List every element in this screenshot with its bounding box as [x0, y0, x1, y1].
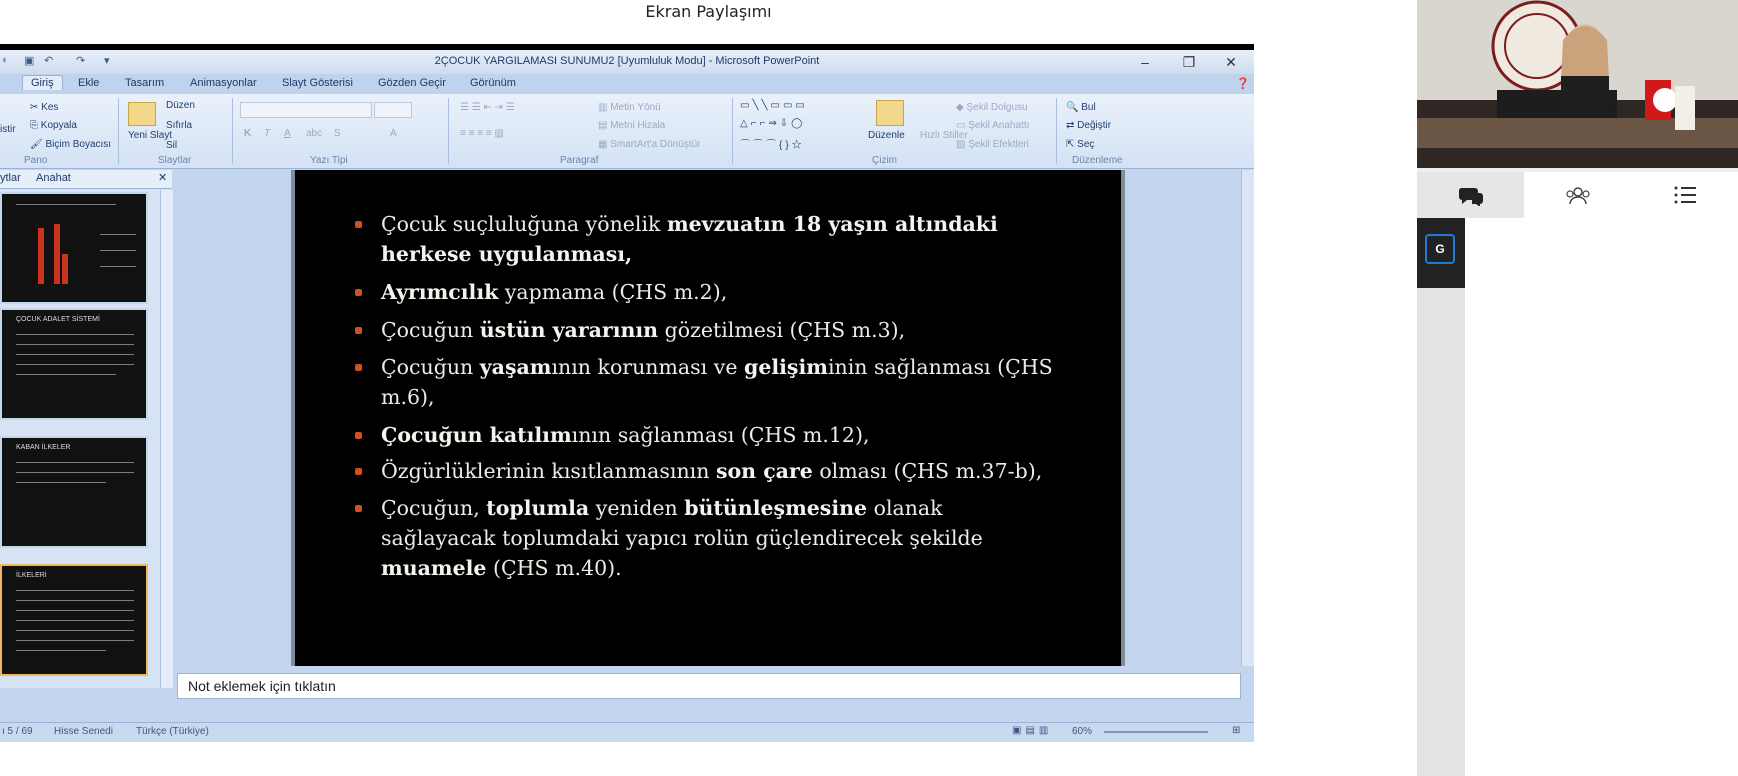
thumb-bar	[38, 228, 44, 284]
pane-tabs	[0, 170, 172, 189]
brush-icon: 🖌	[30, 139, 46, 150]
clipboard-group-label: Pano	[24, 155, 48, 166]
slide-bullet-line	[381, 314, 905, 347]
select-icon: ⇱	[1066, 139, 1078, 150]
text-segment: Çocuk suçluluğuna yönelik	[381, 212, 667, 236]
layout-button[interactable]: Düzen	[166, 100, 195, 111]
bullet-marker-icon	[355, 505, 362, 512]
bold-text-segment: toplumla	[486, 496, 590, 520]
text-segment: Çocuğun	[381, 355, 480, 379]
thumb-text-line	[100, 250, 136, 251]
align-icon[interactable]: ≡ ≡ ≡ ≡ ▥	[460, 128, 504, 139]
copy-button[interactable]	[30, 120, 77, 131]
slide-bullet-line	[381, 238, 632, 271]
bold-text-segment: Çocuğun katılım	[381, 423, 572, 447]
thumb-text-line	[100, 234, 136, 235]
theme-name: Hisse Senedi	[54, 726, 113, 737]
cut-icon: ✂	[30, 102, 42, 113]
thumb-bar	[54, 224, 60, 284]
text-segment: olanak	[867, 496, 943, 520]
thumb-text-line	[16, 354, 134, 355]
office-button-icon[interactable]: ◐	[2, 54, 9, 66]
bold-icon[interactable]: K	[244, 128, 252, 139]
slides-group-label: Slaytlar	[158, 155, 192, 166]
bold-text-segment: mevzuatın 18 yaşın altındaki	[666, 212, 998, 236]
list-icon	[1672, 184, 1698, 206]
notes-field[interactable]: Not eklemek için tıklatın	[177, 673, 1241, 699]
text-segment: inin sağlanması (ÇHS	[827, 355, 1053, 379]
delete-slide-button[interactable]: Sil	[166, 140, 178, 151]
bullet-marker-icon	[355, 468, 362, 475]
shape-outline-button[interactable]: ▭ Şekil Anahattı	[956, 120, 1030, 131]
speaker-video[interactable]	[1417, 0, 1738, 168]
slide-bullet-line	[381, 351, 1053, 384]
new-slide-icon[interactable]	[128, 102, 156, 126]
strikethrough-icon[interactable]: abc	[306, 128, 323, 139]
bullet-marker-icon	[355, 432, 362, 439]
copy-icon: ⎘	[30, 120, 41, 131]
current-slide[interactable]	[291, 170, 1125, 666]
thumb-text-line	[16, 630, 134, 631]
bold-text-segment: gelişim	[743, 355, 828, 379]
reset-button[interactable]: Sıfırla	[166, 120, 193, 131]
thumb-text-line	[16, 334, 134, 335]
save-icon[interactable]: ▣	[24, 55, 35, 67]
paste-button[interactable]: istir	[0, 124, 16, 135]
ribbon	[0, 94, 1254, 169]
shape-effects-button[interactable]: ▧ Şekil Efektleri	[956, 139, 1029, 150]
thumb-bar	[62, 254, 68, 284]
replace-icon: ⇄	[1066, 120, 1078, 131]
bullet-marker-icon	[355, 221, 362, 228]
thumb-text-line	[16, 482, 106, 483]
slide-thumbnail[interactable]	[0, 436, 148, 548]
slide-bullet-line	[381, 492, 943, 525]
copy-label: Kopyala	[40, 120, 77, 131]
undo-icon[interactable]: ↶	[44, 55, 54, 67]
smartart-icon[interactable]: ▦ SmartArt'a Dönüştür	[598, 139, 701, 150]
thumb-text-line	[16, 590, 134, 591]
zoom-slider[interactable]	[1104, 731, 1208, 733]
bullet-marker-icon	[355, 327, 362, 334]
thumb-text-line	[16, 620, 134, 621]
underline-icon[interactable]: A	[284, 128, 291, 139]
slide-scrollbar[interactable]	[1241, 170, 1254, 666]
slide-bullet-line	[381, 522, 983, 555]
format-painter-label: Biçim Boyacısı	[45, 139, 112, 150]
bold-text-segment: Ayrımcılık	[381, 280, 499, 304]
participant-tile[interactable]	[1417, 218, 1465, 288]
ribbon-tabs	[0, 74, 1254, 94]
thumb-text-line	[16, 462, 134, 463]
arrange-icon[interactable]	[876, 100, 904, 126]
text-segment: Çocuğun,	[381, 496, 487, 520]
participant-strip	[1417, 218, 1465, 776]
font-size-input[interactable]	[374, 102, 412, 118]
font-name-input[interactable]	[240, 102, 372, 118]
thumb-text-line	[16, 610, 134, 611]
meeting-sidebar	[1417, 0, 1738, 776]
zoom-level: 60%	[1072, 726, 1093, 737]
view-buttons[interactable]: ▣▤▥	[1012, 725, 1053, 736]
replace-label: Değiştir	[1077, 120, 1112, 131]
slide-thumbnail-selected[interactable]	[0, 564, 148, 676]
text-segment: gözetilmesi (ÇHS m.3),	[658, 318, 906, 342]
slides-pane	[0, 170, 172, 688]
tab-slideshow[interactable]: Slayt Gösterisi	[282, 77, 353, 89]
text-segment: ının sağlanması (ÇHS m.12),	[571, 423, 870, 447]
text-segment: ının korunması ve	[551, 355, 744, 379]
thumb-title: İLKELERİ	[16, 572, 47, 579]
shapes-gallery-row3[interactable]: ⌒⌒⌒{}☆	[740, 140, 805, 151]
paragraph-group-label: Paragraf	[560, 155, 599, 166]
status-bar	[0, 722, 1254, 742]
customize-qat-icon[interactable]: ▾	[104, 55, 110, 67]
thumb-text-line	[16, 364, 134, 365]
shapes-gallery-row2[interactable]: △⌐⌐⇒⇩◯	[740, 118, 806, 129]
bold-text-segment: herkese uygulanması,	[381, 242, 633, 266]
divider	[732, 98, 733, 164]
slide-counter: ı 5 / 69	[2, 726, 33, 737]
language-label: Türkçe (Türkiye)	[136, 726, 209, 737]
tab-insert[interactable]: Ekle	[78, 77, 100, 89]
thumb-text-line	[16, 374, 116, 375]
tab-chat[interactable]	[1417, 172, 1524, 218]
window-title: 2ÇOCUK YARGILAMASI SUNUMU2 [Uyumluluk Modu] - Microsoft PowerPoint	[434, 55, 820, 67]
close-icon[interactable]: ✕	[1225, 54, 1237, 70]
close-pane-icon[interactable]: ✕	[158, 172, 168, 184]
text-segment: Çocuğun	[381, 318, 480, 342]
shapes-gallery[interactable]: ▭╲╲▭▭▭	[740, 100, 808, 111]
powerpoint-window	[0, 44, 1254, 742]
window-titlebar	[0, 50, 1254, 74]
find-icon: 🔍	[1066, 102, 1082, 113]
tab-view[interactable]: Görünüm	[470, 77, 516, 89]
shape-fill-button[interactable]: ◆ Şekil Dolgusu	[956, 102, 1028, 113]
thumb-text-line	[16, 600, 134, 601]
bold-text-segment: muamele	[381, 556, 487, 580]
pane-scrollbar[interactable]	[160, 190, 173, 688]
slide-thumbnail[interactable]	[0, 192, 148, 304]
cut-label: Kes	[41, 102, 59, 113]
tab-outline[interactable]: Anahat	[36, 172, 71, 184]
select-button[interactable]	[1066, 139, 1094, 150]
tab-slides[interactable]: ytlar	[0, 172, 21, 184]
align-text-icon[interactable]: ▤ Metni Hizala	[598, 120, 666, 131]
tab-design[interactable]: Tasarım	[125, 77, 165, 89]
slide-editing-area	[177, 170, 1241, 666]
screen-share-title: Ekran Paylaşımı	[645, 2, 772, 21]
bullet-marker-icon	[355, 289, 362, 296]
thumb-title: KABAN İLKELER	[16, 444, 71, 451]
help-icon[interactable]: ❓	[1236, 78, 1250, 90]
slide-bullet-line	[381, 455, 1042, 488]
select-label: Seç	[1077, 139, 1095, 150]
slide-thumbnail[interactable]	[0, 308, 148, 420]
thumb-text-line	[16, 472, 134, 473]
quick-styles-button[interactable]: Hızlı Stiller	[920, 130, 968, 141]
text-segment: sağlayacak toplumdaki yapıcı rolün güçlendirecek şekilde	[381, 526, 983, 550]
text-direction-icon[interactable]: ▥ Metin Yönü	[598, 102, 661, 113]
format-painter-button[interactable]	[30, 139, 111, 150]
tab-participants[interactable]	[1524, 172, 1631, 218]
cut-button[interactable]	[30, 102, 58, 113]
thumb-text-line	[16, 640, 134, 641]
slide-bullet-line	[381, 208, 998, 241]
fit-window-icon[interactable]: ⊞	[1232, 725, 1241, 736]
divider	[232, 98, 233, 164]
text-segment: Özgürlüklerinin kısıtlanmasının	[381, 459, 716, 483]
participants-icon	[1565, 184, 1591, 206]
new-slide-button[interactable]: Yeni Slayt	[128, 130, 173, 141]
tab-review[interactable]: Gözden Geçir	[378, 77, 446, 89]
chat-icon	[1458, 184, 1484, 206]
thumb-text-line	[16, 344, 134, 345]
restore-icon[interactable]: ❐	[1182, 54, 1196, 70]
tab-list[interactable]	[1631, 172, 1738, 218]
speaker-video-frame	[1417, 0, 1738, 168]
redo-icon[interactable]: ↷	[76, 55, 86, 67]
italic-icon[interactable]: T	[264, 128, 271, 139]
divider	[118, 98, 119, 164]
text-segment: (ÇHS m.40).	[486, 556, 622, 580]
editing-group-label: Düzenleme	[1072, 155, 1123, 166]
bullets-icon[interactable]: ☰ ☰ ⇤ ⇥ ☰	[460, 102, 515, 113]
font-group-label: Yazı Tipi	[310, 155, 348, 166]
thumb-text-line	[100, 266, 136, 267]
participant-initial: G	[1425, 234, 1455, 264]
thumb-text-line	[16, 650, 106, 651]
slide-bullet-line	[381, 381, 435, 414]
bold-text-segment: üstün yararının	[479, 318, 659, 342]
text-segment: m.6),	[381, 385, 435, 409]
slide-bullet-line	[381, 552, 622, 585]
sidebar-tabs	[1417, 172, 1738, 218]
arrange-button[interactable]: Düzenle	[868, 130, 905, 141]
bold-text-segment: bütünleşmesine	[684, 496, 868, 520]
tab-animations[interactable]: Animasyonlar	[190, 77, 257, 89]
thumb-title: ÇOCUK ADALET SİSTEMİ	[16, 316, 100, 323]
shadow-icon[interactable]: S	[334, 128, 341, 139]
tab-home[interactable]: Giriş	[22, 75, 63, 90]
thumb-text-line	[16, 204, 116, 205]
drawing-group-label: Çizim	[872, 155, 897, 166]
divider	[448, 98, 449, 164]
text-segment: olması (ÇHS m.37-b),	[812, 459, 1043, 483]
font-color-icon[interactable]: A	[390, 128, 397, 139]
bullet-marker-icon	[355, 364, 362, 371]
bold-text-segment: son çare	[715, 459, 813, 483]
minimize-icon[interactable]: –	[1141, 54, 1149, 70]
chat-panel	[1465, 218, 1738, 776]
text-segment: yeniden	[589, 496, 685, 520]
replace-button[interactable]	[1066, 120, 1111, 131]
slide-bullet-line	[381, 419, 869, 452]
slide-bullet-line	[381, 276, 727, 309]
find-button[interactable]	[1066, 102, 1096, 113]
text-segment: yapmama (ÇHS m.2),	[498, 280, 728, 304]
find-label: Bul	[1081, 102, 1096, 113]
bold-text-segment: yaşam	[479, 355, 552, 379]
divider	[1056, 98, 1057, 164]
